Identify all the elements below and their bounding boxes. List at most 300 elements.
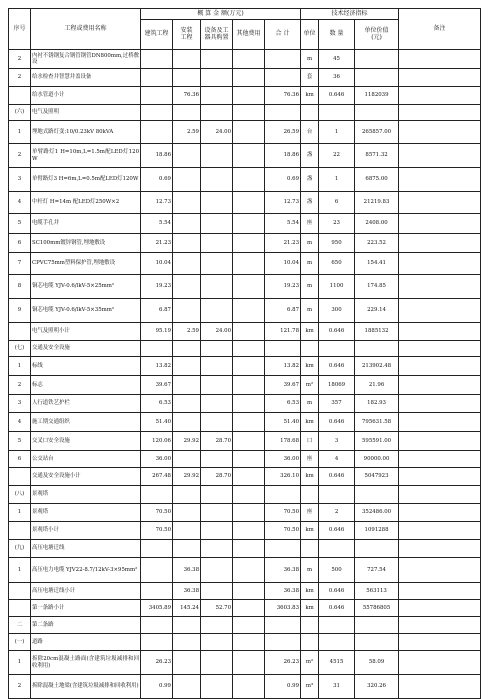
other-cell (233, 451, 265, 468)
table-row (9, 675, 481, 699)
qty-cell: 18069 (319, 376, 355, 395)
remark-cell (399, 253, 481, 275)
install-cell (173, 486, 201, 504)
other-cell (233, 323, 265, 341)
unit-cell: m (301, 395, 319, 413)
seq-cell: (一) (9, 634, 31, 651)
qty-cell (319, 617, 355, 634)
building-cell (141, 486, 173, 504)
other-cell (233, 600, 265, 617)
qty-cell: 2 (319, 504, 355, 522)
name-cell: 第二条路 (31, 617, 141, 634)
name-cell: 道路 (31, 634, 141, 651)
install-cell (173, 651, 201, 675)
remark-cell (399, 468, 481, 486)
table-row (9, 144, 481, 168)
other-cell (233, 395, 265, 413)
total-cell: 19.23 (265, 275, 301, 299)
unit-cell: km (301, 522, 319, 540)
install-cell (173, 413, 201, 432)
equipment-cell (201, 558, 233, 583)
install-cell (173, 105, 201, 121)
equipment-cell (201, 214, 233, 234)
other-cell (233, 432, 265, 451)
equipment-cell (201, 253, 233, 275)
other-cell (233, 121, 265, 144)
install-cell (173, 540, 201, 558)
seq-cell: 1 (9, 504, 31, 522)
total-cell: 51.40 (265, 413, 301, 432)
seq-cell: 7 (9, 253, 31, 275)
total-cell: 5.54 (265, 214, 301, 234)
name-cell: SC100mm镀锌钢管,埋地敷设 (31, 234, 141, 253)
header-building: 建筑工程 (141, 20, 173, 50)
total-cell: 13.82 (265, 357, 301, 376)
seq-cell: 2 (9, 675, 31, 699)
unit-cell: km (301, 468, 319, 486)
name-cell: 单臂路灯1 H=10m,L=1.5m配LED灯120W (31, 144, 141, 168)
remark-cell (399, 144, 481, 168)
building-cell (141, 69, 173, 87)
unit-price-cell: 6875.00 (355, 168, 399, 192)
equipment-cell (201, 651, 233, 675)
building-cell: 267.48 (141, 468, 173, 486)
total-cell: 21.23 (265, 234, 301, 253)
seq-cell: (八) (9, 486, 31, 504)
other-cell (233, 376, 265, 395)
qty-cell: 0.646 (319, 357, 355, 376)
unit-price-cell (355, 486, 399, 504)
equipment-cell (201, 192, 233, 214)
other-cell (233, 634, 265, 651)
seq-cell: 1 (9, 558, 31, 583)
seq-cell: 二 (9, 617, 31, 634)
other-cell (233, 583, 265, 600)
unit-price-cell: 55786805 (355, 600, 399, 617)
equipment-cell (201, 504, 233, 522)
unit-price-cell: 727.54 (355, 558, 399, 583)
remark-cell (399, 522, 481, 540)
seq-cell: (九) (9, 540, 31, 558)
install-cell (173, 234, 201, 253)
equipment-cell: 52.70 (201, 600, 233, 617)
unit-cell: km (301, 600, 319, 617)
unit-cell: m (301, 253, 319, 275)
table-row (9, 558, 481, 583)
table-row (9, 600, 481, 617)
building-cell (141, 121, 173, 144)
total-cell: 36.38 (265, 583, 301, 600)
qty-cell: 300 (319, 299, 355, 323)
name-cell: 埋地式路灯变:10/0.23kV 80kVA (31, 121, 141, 144)
install-cell (173, 376, 201, 395)
unit-price-cell (355, 617, 399, 634)
unit-price-cell: 90000.00 (355, 451, 399, 468)
install-cell (173, 214, 201, 234)
qty-cell: 500 (319, 558, 355, 583)
seq-cell: 1 (9, 121, 31, 144)
total-cell: 6.87 (265, 299, 301, 323)
other-cell (233, 87, 265, 105)
install-cell (173, 69, 201, 87)
table-row (9, 214, 481, 234)
remark-cell (399, 651, 481, 675)
unit-cell: 台 (301, 121, 319, 144)
total-cell: 12.73 (265, 192, 301, 214)
total-cell: 26.59 (265, 121, 301, 144)
install-cell (173, 357, 201, 376)
table-row (9, 341, 481, 357)
other-cell (233, 69, 265, 87)
install-cell (173, 522, 201, 540)
table-row (9, 540, 481, 558)
unit-cell: m (301, 275, 319, 299)
qty-cell (319, 105, 355, 121)
equipment-cell (201, 234, 233, 253)
building-cell (141, 558, 173, 583)
qty-cell: 0.646 (319, 468, 355, 486)
total-cell: 121.78 (265, 323, 301, 341)
remark-cell (399, 675, 481, 699)
remark-cell (399, 558, 481, 583)
total-cell: 6.53 (265, 395, 301, 413)
name-cell: 交通及安全设施小计 (31, 468, 141, 486)
building-cell (141, 341, 173, 357)
header-equipment: 设备及工 器具购置 (201, 20, 233, 50)
table-row (9, 275, 481, 299)
install-cell (173, 341, 201, 357)
unit-price-cell: 5047923 (355, 468, 399, 486)
install-cell (173, 168, 201, 192)
building-cell (141, 634, 173, 651)
unit-price-cell: 352486.00 (355, 504, 399, 522)
seq-cell: 5 (9, 214, 31, 234)
total-cell: 0.99 (265, 675, 301, 699)
header-name: 工程或费用名称 (31, 9, 141, 50)
table-row (9, 583, 481, 600)
qty-cell: 22 (319, 144, 355, 168)
unit-price-cell: 21219.83 (355, 192, 399, 214)
qty-cell (319, 486, 355, 504)
table-header (9, 9, 481, 50)
unit-cell (301, 105, 319, 121)
qty-cell: 950 (319, 234, 355, 253)
other-cell (233, 357, 265, 376)
install-cell (173, 634, 201, 651)
qty-cell: 36 (319, 69, 355, 87)
name-cell: 人行道铁艺护栏 (31, 395, 141, 413)
remark-cell (399, 486, 481, 504)
equipment-cell (201, 105, 233, 121)
total-cell (265, 50, 301, 69)
qty-cell (319, 540, 355, 558)
equipment-cell (201, 675, 233, 699)
install-cell (173, 395, 201, 413)
remark-cell (399, 87, 481, 105)
table-row (9, 504, 481, 522)
building-cell (141, 540, 173, 558)
seq-cell: 6 (9, 234, 31, 253)
seq-cell: 2 (9, 69, 31, 87)
total-cell (265, 540, 301, 558)
name-cell: 给水管道小计 (31, 87, 141, 105)
total-cell (265, 69, 301, 87)
unit-price-cell: 595591.00 (355, 432, 399, 451)
remark-cell (399, 323, 481, 341)
unit-cell: km (301, 413, 319, 432)
building-cell: 10.04 (141, 253, 173, 275)
equipment-cell (201, 634, 233, 651)
unit-price-cell: 1885132 (355, 323, 399, 341)
total-cell: 10.04 (265, 253, 301, 275)
remark-cell (399, 413, 481, 432)
qty-cell: 650 (319, 253, 355, 275)
table-row (9, 357, 481, 376)
seq-cell: 4 (9, 413, 31, 432)
table-row (9, 617, 481, 634)
name-cell: 电气及照明 (31, 105, 141, 121)
table-row (9, 69, 481, 87)
remark-cell (399, 376, 481, 395)
building-cell: 70.50 (141, 504, 173, 522)
seq-cell (9, 468, 31, 486)
total-cell: 26.23 (265, 651, 301, 675)
equipment-cell (201, 357, 233, 376)
unit-price-cell: 154.41 (355, 253, 399, 275)
building-cell: 95.19 (141, 323, 173, 341)
unit-price-cell: 229.14 (355, 299, 399, 323)
name-cell: 铜芯电缆 YJV-0.6/lkV-5×25mm² (31, 275, 141, 299)
seq-cell (9, 583, 31, 600)
table-row (9, 323, 481, 341)
building-cell: 21.23 (141, 234, 173, 253)
qty-cell: 1100 (319, 275, 355, 299)
remark-cell (399, 275, 481, 299)
building-cell: 12.73 (141, 192, 173, 214)
other-cell (233, 50, 265, 69)
building-cell: 5.54 (141, 214, 173, 234)
table-row (9, 50, 481, 69)
equipment-cell (201, 413, 233, 432)
other-cell (233, 275, 265, 299)
unit-cell: m³ (301, 675, 319, 699)
total-cell (265, 105, 301, 121)
equipment-cell (201, 451, 233, 468)
name-cell: 高压电塘迁线 (31, 540, 141, 558)
unit-price-cell: 1091288 (355, 522, 399, 540)
table-row (9, 413, 481, 432)
install-cell: 29.92 (173, 432, 201, 451)
seq-cell: 2 (9, 144, 31, 168)
total-cell: 178.68 (265, 432, 301, 451)
header-total: 合 计 (265, 20, 301, 50)
equipment-cell: 28.70 (201, 468, 233, 486)
qty-cell: 0.646 (319, 583, 355, 600)
install-cell (173, 275, 201, 299)
remark-cell (399, 634, 481, 651)
unit-cell: m² (301, 376, 319, 395)
install-cell: 2.59 (173, 121, 201, 144)
remark-cell (399, 299, 481, 323)
name-cell: 高压电力电缆 YJV22-8.7/12kV-3×95mm² (31, 558, 141, 583)
qty-cell: 6 (319, 192, 355, 214)
unit-price-cell: 223.52 (355, 234, 399, 253)
total-cell (265, 634, 301, 651)
seq-cell (9, 87, 31, 105)
name-cell: 景观塔 (31, 504, 141, 522)
unit-price-cell: 2408.00 (355, 214, 399, 234)
unit-cell: 口 (301, 432, 319, 451)
header-remark: 备注 (399, 9, 481, 50)
name-cell: 交通及安全设施 (31, 341, 141, 357)
install-cell (173, 504, 201, 522)
building-cell: 13.82 (141, 357, 173, 376)
install-cell: 36.38 (173, 558, 201, 583)
unit-cell (301, 617, 319, 634)
header-unit-price: 单位价值 (元) (355, 20, 399, 50)
equipment-cell (201, 275, 233, 299)
table-row (9, 634, 481, 651)
qty-cell (319, 634, 355, 651)
table-row (9, 253, 481, 275)
other-cell (233, 105, 265, 121)
building-cell (141, 617, 173, 634)
unit-price-cell: 8571.32 (355, 144, 399, 168)
total-cell: 326.10 (265, 468, 301, 486)
equipment-cell (201, 376, 233, 395)
install-cell: 145.24 (173, 600, 201, 617)
remark-cell (399, 600, 481, 617)
remark-cell (399, 192, 481, 214)
equipment-cell (201, 144, 233, 168)
building-cell: 19.23 (141, 275, 173, 299)
unit-cell: m (301, 234, 319, 253)
other-cell (233, 341, 265, 357)
remark-cell (399, 121, 481, 144)
building-cell: 36.00 (141, 451, 173, 468)
qty-cell: 4515 (319, 651, 355, 675)
remark-cell (399, 50, 481, 69)
name-cell: 给水检查井智慧井盖设备 (31, 69, 141, 87)
unit-price-cell: 213902.48 (355, 357, 399, 376)
total-cell: 70.50 (265, 504, 301, 522)
seq-cell: 3 (9, 395, 31, 413)
qty-cell: 31 (319, 675, 355, 699)
total-cell: 39.67 (265, 376, 301, 395)
seq-cell: 8 (9, 275, 31, 299)
name-cell: 标线 (31, 357, 141, 376)
other-cell (233, 486, 265, 504)
seq-cell: 5 (9, 432, 31, 451)
building-cell: 51.40 (141, 413, 173, 432)
remark-cell (399, 540, 481, 558)
building-cell: 120.06 (141, 432, 173, 451)
name-cell: 内衬不锈钢复合钢管钢管DN800mm,过桥敷设 (31, 50, 141, 69)
unit-cell: m (301, 558, 319, 583)
unit-cell (301, 341, 319, 357)
seq-cell: 2 (9, 376, 31, 395)
unit-cell: 盏 (301, 192, 319, 214)
equipment-cell (201, 50, 233, 69)
remark-cell (399, 214, 481, 234)
unit-cell: 盏 (301, 168, 319, 192)
install-cell (173, 192, 201, 214)
seq-cell: (六) (9, 105, 31, 121)
name-cell: 第一条路小计 (31, 600, 141, 617)
name-cell: 电气及照明小计 (31, 323, 141, 341)
name-cell: 高压电塘迁线小计 (31, 583, 141, 600)
building-cell (141, 105, 173, 121)
other-cell (233, 253, 265, 275)
table-row (9, 522, 481, 540)
qty-cell: 23 (319, 214, 355, 234)
other-cell (233, 214, 265, 234)
install-cell: 76.36 (173, 87, 201, 105)
header-seq: 序号 (9, 9, 31, 50)
table-row (9, 299, 481, 323)
install-cell: 29.92 (173, 468, 201, 486)
other-cell (233, 234, 265, 253)
remark-cell (399, 69, 481, 87)
total-cell: 0.69 (265, 168, 301, 192)
seq-cell: (七) (9, 341, 31, 357)
qty-cell: 0.646 (319, 323, 355, 341)
total-cell (265, 486, 301, 504)
unit-cell: km (301, 583, 319, 600)
other-cell (233, 617, 265, 634)
unit-price-cell (355, 50, 399, 69)
table-row (9, 234, 481, 253)
name-cell: 中杆灯 H=14m 配LED灯250W×2 (31, 192, 141, 214)
equipment-cell (201, 168, 233, 192)
building-cell: 39.67 (141, 376, 173, 395)
equipment-cell: 24.00 (201, 121, 233, 144)
seq-cell: 1 (9, 357, 31, 376)
remark-cell (399, 234, 481, 253)
name-cell: 标志 (31, 376, 141, 395)
seq-cell: 6 (9, 451, 31, 468)
header-install: 安装 工程 (173, 20, 201, 50)
equipment-cell: 28.70 (201, 432, 233, 451)
unit-price-cell: 174.85 (355, 275, 399, 299)
unit-cell (301, 634, 319, 651)
table-row (9, 192, 481, 214)
building-cell: 3405.89 (141, 600, 173, 617)
equipment-cell (201, 69, 233, 87)
unit-price-cell (355, 634, 399, 651)
name-cell: 公交站台 (31, 451, 141, 468)
qty-cell: 1 (319, 168, 355, 192)
header-other: 其他费用 (233, 20, 265, 50)
seq-cell: 4 (9, 192, 31, 214)
total-cell (265, 617, 301, 634)
building-cell: 70.50 (141, 522, 173, 540)
total-cell: 76.36 (265, 87, 301, 105)
unit-cell (301, 540, 319, 558)
install-cell: 2.59 (173, 323, 201, 341)
qty-cell: 357 (319, 395, 355, 413)
unit-cell: m² (301, 651, 319, 675)
name-cell: 拆除混凝土地梁(含建筑垃圾减排和回收利用) (31, 675, 141, 699)
qty-cell: 0.646 (319, 87, 355, 105)
equipment-cell (201, 617, 233, 634)
seq-cell: 3 (9, 168, 31, 192)
table-row (9, 121, 481, 144)
remark-cell (399, 583, 481, 600)
remark-cell (399, 357, 481, 376)
name-cell: 铜芯电缆 YJV-0.6/lkV-5×35mm² (31, 299, 141, 323)
seq-cell: 2 (9, 50, 31, 69)
